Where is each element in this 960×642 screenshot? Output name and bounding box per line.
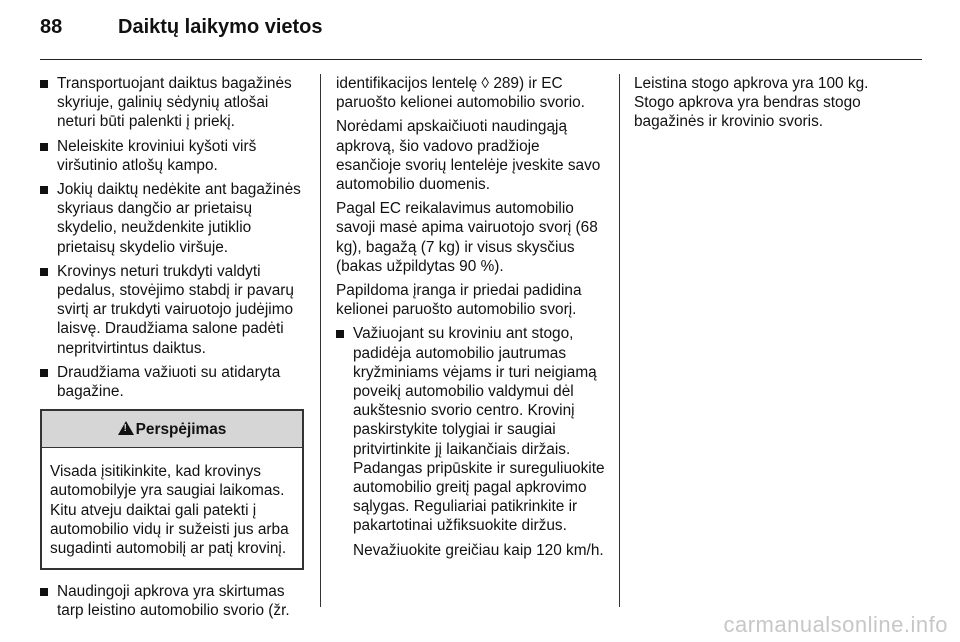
bullet-item: Krovinys neturi trukdyti valdyti pedalus, stovėjimo stabdį ir pavarų svirtį ar trukdyti vairuotojo judėjimo laisvę. Draudžiama salone padėti nepritvirtintus daiktus. — [40, 262, 304, 358]
page-number: 88 — [40, 16, 63, 38]
header-rule — [40, 59, 922, 60]
paragraph: Nevažiuokite greičiau kaip 120 km/h. — [353, 541, 604, 559]
bullet-item: Jokių daiktų nedėkite ant bagažinės skyriaus dangčio ar prietaisų skydelio, neuždenkite jutiklio prietaisų skydelio viršuje. — [40, 180, 304, 257]
paragraph: Norėdami apskaičiuoti naudingąją apkrovą, šio vadovo pradžioje esančioje svorių lentelėje įveskite savo automobilio duomenis. — [336, 118, 601, 194]
bullet-item: Naudingoji apkrova yra skirtumas tarp leistino automobilio svorio (žr. — [40, 582, 304, 620]
watermark-text: carmanualsonline.info — [723, 612, 948, 637]
warning-body: Visada įsitikinkite, kad krovinys automobilyje yra saugiai laikomas. Kitu atveju daiktai gali patekti į automobilio vidų ir sužeisti jus arba sugadinti automobilį ar patį krovinį. — [50, 463, 289, 558]
column-divider — [619, 74, 620, 607]
paragraph: identifikacijos lentelę ◊ 289) ir EC paruošto kelionei automobilio svorio. — [336, 75, 585, 112]
bullet-item: Neleiskite kroviniui kyšoti virš viršutinio atlošų kampo. — [40, 137, 304, 175]
column-1 — [40, 74, 304, 626]
warning-box — [40, 409, 304, 570]
bullet-item: Transportuojant daiktus bagažinės skyriuje, galinių sėdynių atlošai neturi būti palenkti į priekį. — [40, 74, 304, 132]
paragraph: Pagal EC reikalavimus automobilio savoji masė apima vairuotojo svorį (68 kg), bagažą (7 kg) ir visus skysčius (bakas užpildytas 90 %). — [336, 200, 598, 275]
column-divider — [320, 74, 321, 607]
bullet-item: Draudžiama važiuoti su atidaryta bagažine. — [40, 363, 304, 401]
warning-title: Perspėjimas — [135, 420, 227, 438]
page-title: Daiktų laikymo vietos — [118, 16, 323, 38]
warning-header — [42, 411, 302, 448]
page-header — [40, 16, 323, 48]
paragraph: Leistina stogo apkrova yra 100 kg. Stogo apkrova yra bendras stogo bagažinės ir krovinio svoris. — [634, 75, 869, 131]
paragraph: Papildoma įranga ir priedai padidina kelionei paruošto automobilio svorį. — [336, 282, 582, 319]
column-3 — [634, 74, 910, 137]
column-2 — [336, 74, 606, 565]
bullet-item: Važiuojant su kroviniu ant stogo, padidėja automobilio jautrumas kryžminiams vėjams ir turi neigiamą poveikį automobilio valdymui dėl aukštesnio svorio centro. Krovinį paskirstykite tolygiai ir saugiai pritvirtinkite jį laikančiais diržais. Padangas pripūskite ir sureguliuokite automobilio greitį pagal apkrovimo sąlygas. Reguliariai patikrinkite ir pakartotinai užfiksuokite diržus. — [336, 324, 606, 535]
warning-triangle-icon — [118, 421, 134, 435]
